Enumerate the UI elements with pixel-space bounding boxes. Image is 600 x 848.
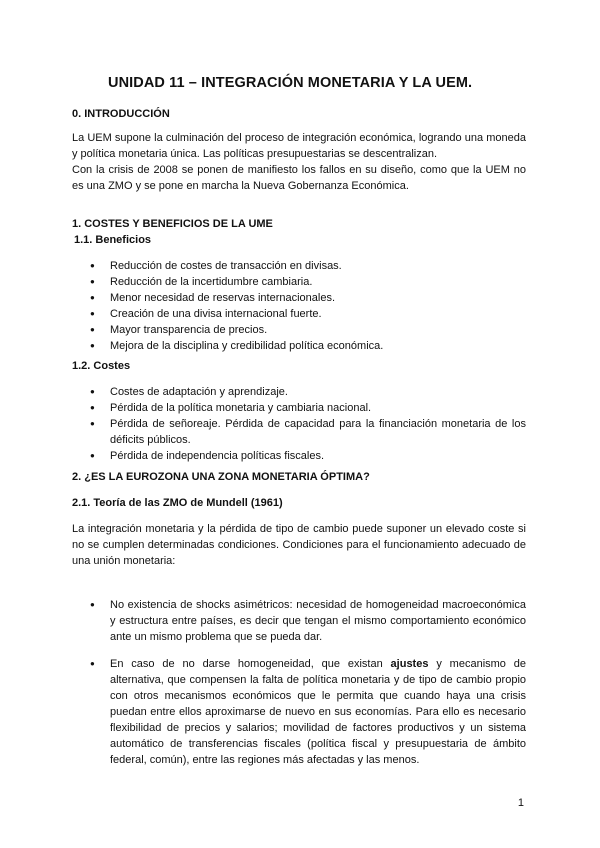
list-item: ● Pérdida de independencia políticas fiscales. (90, 448, 526, 464)
list-item: ● Reducción de la incertidumbre cambiaria. (90, 274, 526, 290)
conditions-list-2 (90, 656, 526, 768)
heading-costes-beneficios: 1. COSTES Y BENEFICIOS DE LA UME (72, 218, 273, 230)
heading-mundell: 2.1. Teoría de las ZMO de Mundell (1961) (72, 497, 283, 509)
document-title: UNIDAD 11 – INTEGRACIÓN MONETARIA Y LA UEM. (108, 75, 473, 91)
list-item: ● Menor necesidad de reservas internacionales. (90, 290, 526, 306)
list-item (90, 656, 526, 768)
list-item: ● Pérdida de señoreaje. Pérdida de capacidad para la financiación monetaria de los déficits públicos. (90, 416, 526, 448)
list-item: ● Mayor transparencia de precios. (90, 322, 526, 338)
list-item: ● Mejora de la disciplina y credibilidad política económica. (90, 338, 526, 354)
benefits-list (90, 258, 526, 354)
intro-text-2: Con la crisis de 2008 se ponen de manifiesto los fallos en su diseño, como que la UEM no es una ZMO y se pone en marcha la Nueva Gobernanza Económica. (72, 164, 526, 192)
heading-eurozona: 2. ¿ES LA EUROZONA UNA ZONA MONETARIA ÓPTIMA? (72, 471, 370, 483)
list-item: ● Creación de una divisa internacional fuerte. (90, 306, 526, 322)
heading-beneficios: 1.1. Beneficios (74, 234, 152, 246)
conditions-list-1 (90, 597, 526, 645)
list-item: ● No existencia de shocks asimétricos: necesidad de homogeneidad macroeconómica y estructura entre países, es decir que tengan el mismo comportamiento económico ante un mismo problema que se pueda dar. (90, 597, 526, 645)
list-item: ● Reducción de costes de transacción en divisas. (90, 258, 526, 274)
heading-costes: 1.2. Costes (72, 360, 131, 372)
intro-paragraph (72, 130, 526, 194)
zmo-intro-text: La integración monetaria y la pérdida de tipo de cambio puede suponer un elevado coste si no se cumplen determinadas condiciones. Condiciones para el funcionamiento adecuado de una unión monetaria: (72, 523, 526, 567)
cond2-text-pre: En caso de no darse homogeneidad, que existan (110, 658, 391, 670)
costs-list (90, 384, 526, 464)
page-number: 1 (517, 797, 524, 809)
list-item: ● Pérdida de la política monetaria y cambiaria nacional. (90, 400, 526, 416)
heading-introduccion: 0. INTRODUCCIÓN (72, 108, 170, 120)
cond2-bold-ajustes: ajustes (390, 658, 429, 670)
list-item: ● Costes de adaptación y aprendizaje. (90, 384, 526, 400)
intro-text-1: La UEM supone la culminación del proceso de integración económica, logrando una moneda y política monetaria única. Las políticas presupuestarias se descentralizan. (72, 132, 526, 160)
zmo-intro-paragraph (72, 521, 526, 569)
cond2-text-post: y mecanismo de alternativa, que compensen la falta de política monetaria y de tipo de cambio propio con otros mecanismos económicos que le permita que cuando haya una crisis puedan entre ellos aproximarse de nuevo en sus economías. Para ello es necesario flexibilidad de precios y salarios; movilidad de factores productivos y un sistema automático de transferencias fiscales (política fiscal y presupuestaria de ámbito federal, común), entre las regiones más afectadas y las menos. (110, 658, 526, 766)
